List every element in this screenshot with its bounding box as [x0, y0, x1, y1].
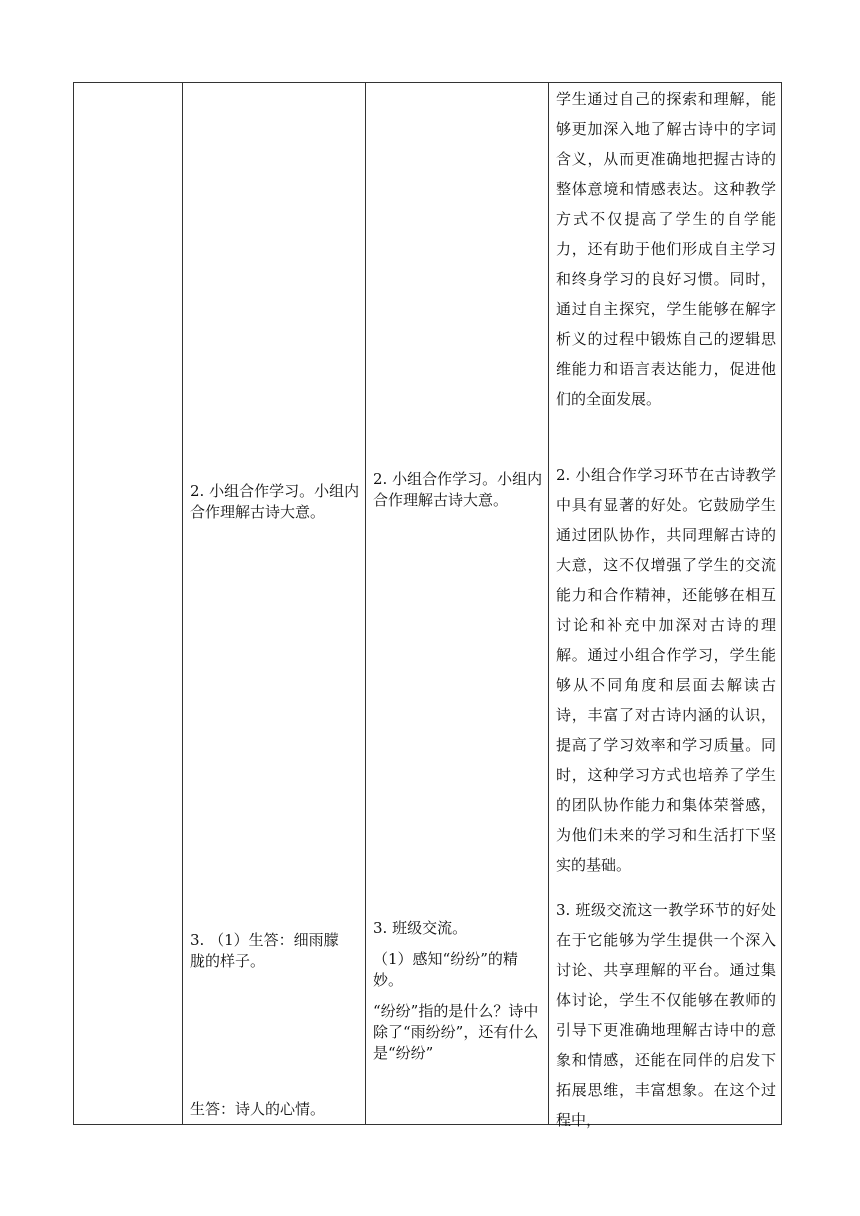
intent-class-exchange-text: 3. 班级交流这一教学环节的好处在于它能够为学生提供一个深入讨论、共享理解的平台。通过集体讨论，学生不仅能够在教师的引导下更准确地理解古诗中的意象和情感，还能在同伴的启发下拓展思维，丰富想象。在这个过程中， [556, 901, 776, 1129]
column-divider [548, 82, 549, 1125]
student-answer-mood: 生答：诗人的心情。 [190, 1100, 326, 1118]
intent-group-learning-text: 2. 小组合作学习环节在古诗教学中具有显著的好处。它鼓励学生通过团队协作，共同理解古诗的大意，这不仅增强了学生的交流能力和合作精神，还能够在相互讨论和补充中加深对古诗的理解。通过小组合作学习，学生能够从不同角度和层面去解读古诗，丰富了对古诗内涵的认识，提高了学习效率和学习质量。同时，这种学习方式也培养了学生的团队协作能力和集体荣誉感，为他们未来的学习和生活打下坚实的基础。 [556, 466, 776, 874]
class-exchange-heading: 3. 班级交流。 [373, 919, 468, 937]
teacher-group-learning-text: 2. 小组合作学习。小组内合作理解古诗大意。 [373, 470, 543, 509]
column-divider [365, 82, 366, 1125]
student-group-learning-text: 2. 小组合作学习。小组内合作理解古诗大意。 [190, 482, 360, 521]
teacher-class-exchange-block [373, 918, 543, 1074]
column-divider [182, 82, 183, 1125]
perceive-fenfen-text: （1）感知“纷纷”的精妙。 [373, 950, 518, 989]
student-answer-drizzle: 3. （1）生答：细雨朦胧的样子。 [190, 931, 339, 970]
fenfen-question-text: “纷纷”指的是什么？诗中除了“雨纷纷”，还有什么是“纷纷” [373, 1002, 539, 1062]
intent-self-study-text: 学生通过自己的探索和理解，能够更加深入地了解古诗中的字词含义，从而更准确地把握古诗的整体意境和情感表达。这种教学方式不仅提高了学生的自学能力，还有助于他们形成自主学习和终身学习的良好习惯。同时，通过自主探究，学生能够在解字析义的过程中锻炼自己的逻辑思维能力和语言表达能力，促进他们的全面发展。 [556, 90, 776, 408]
